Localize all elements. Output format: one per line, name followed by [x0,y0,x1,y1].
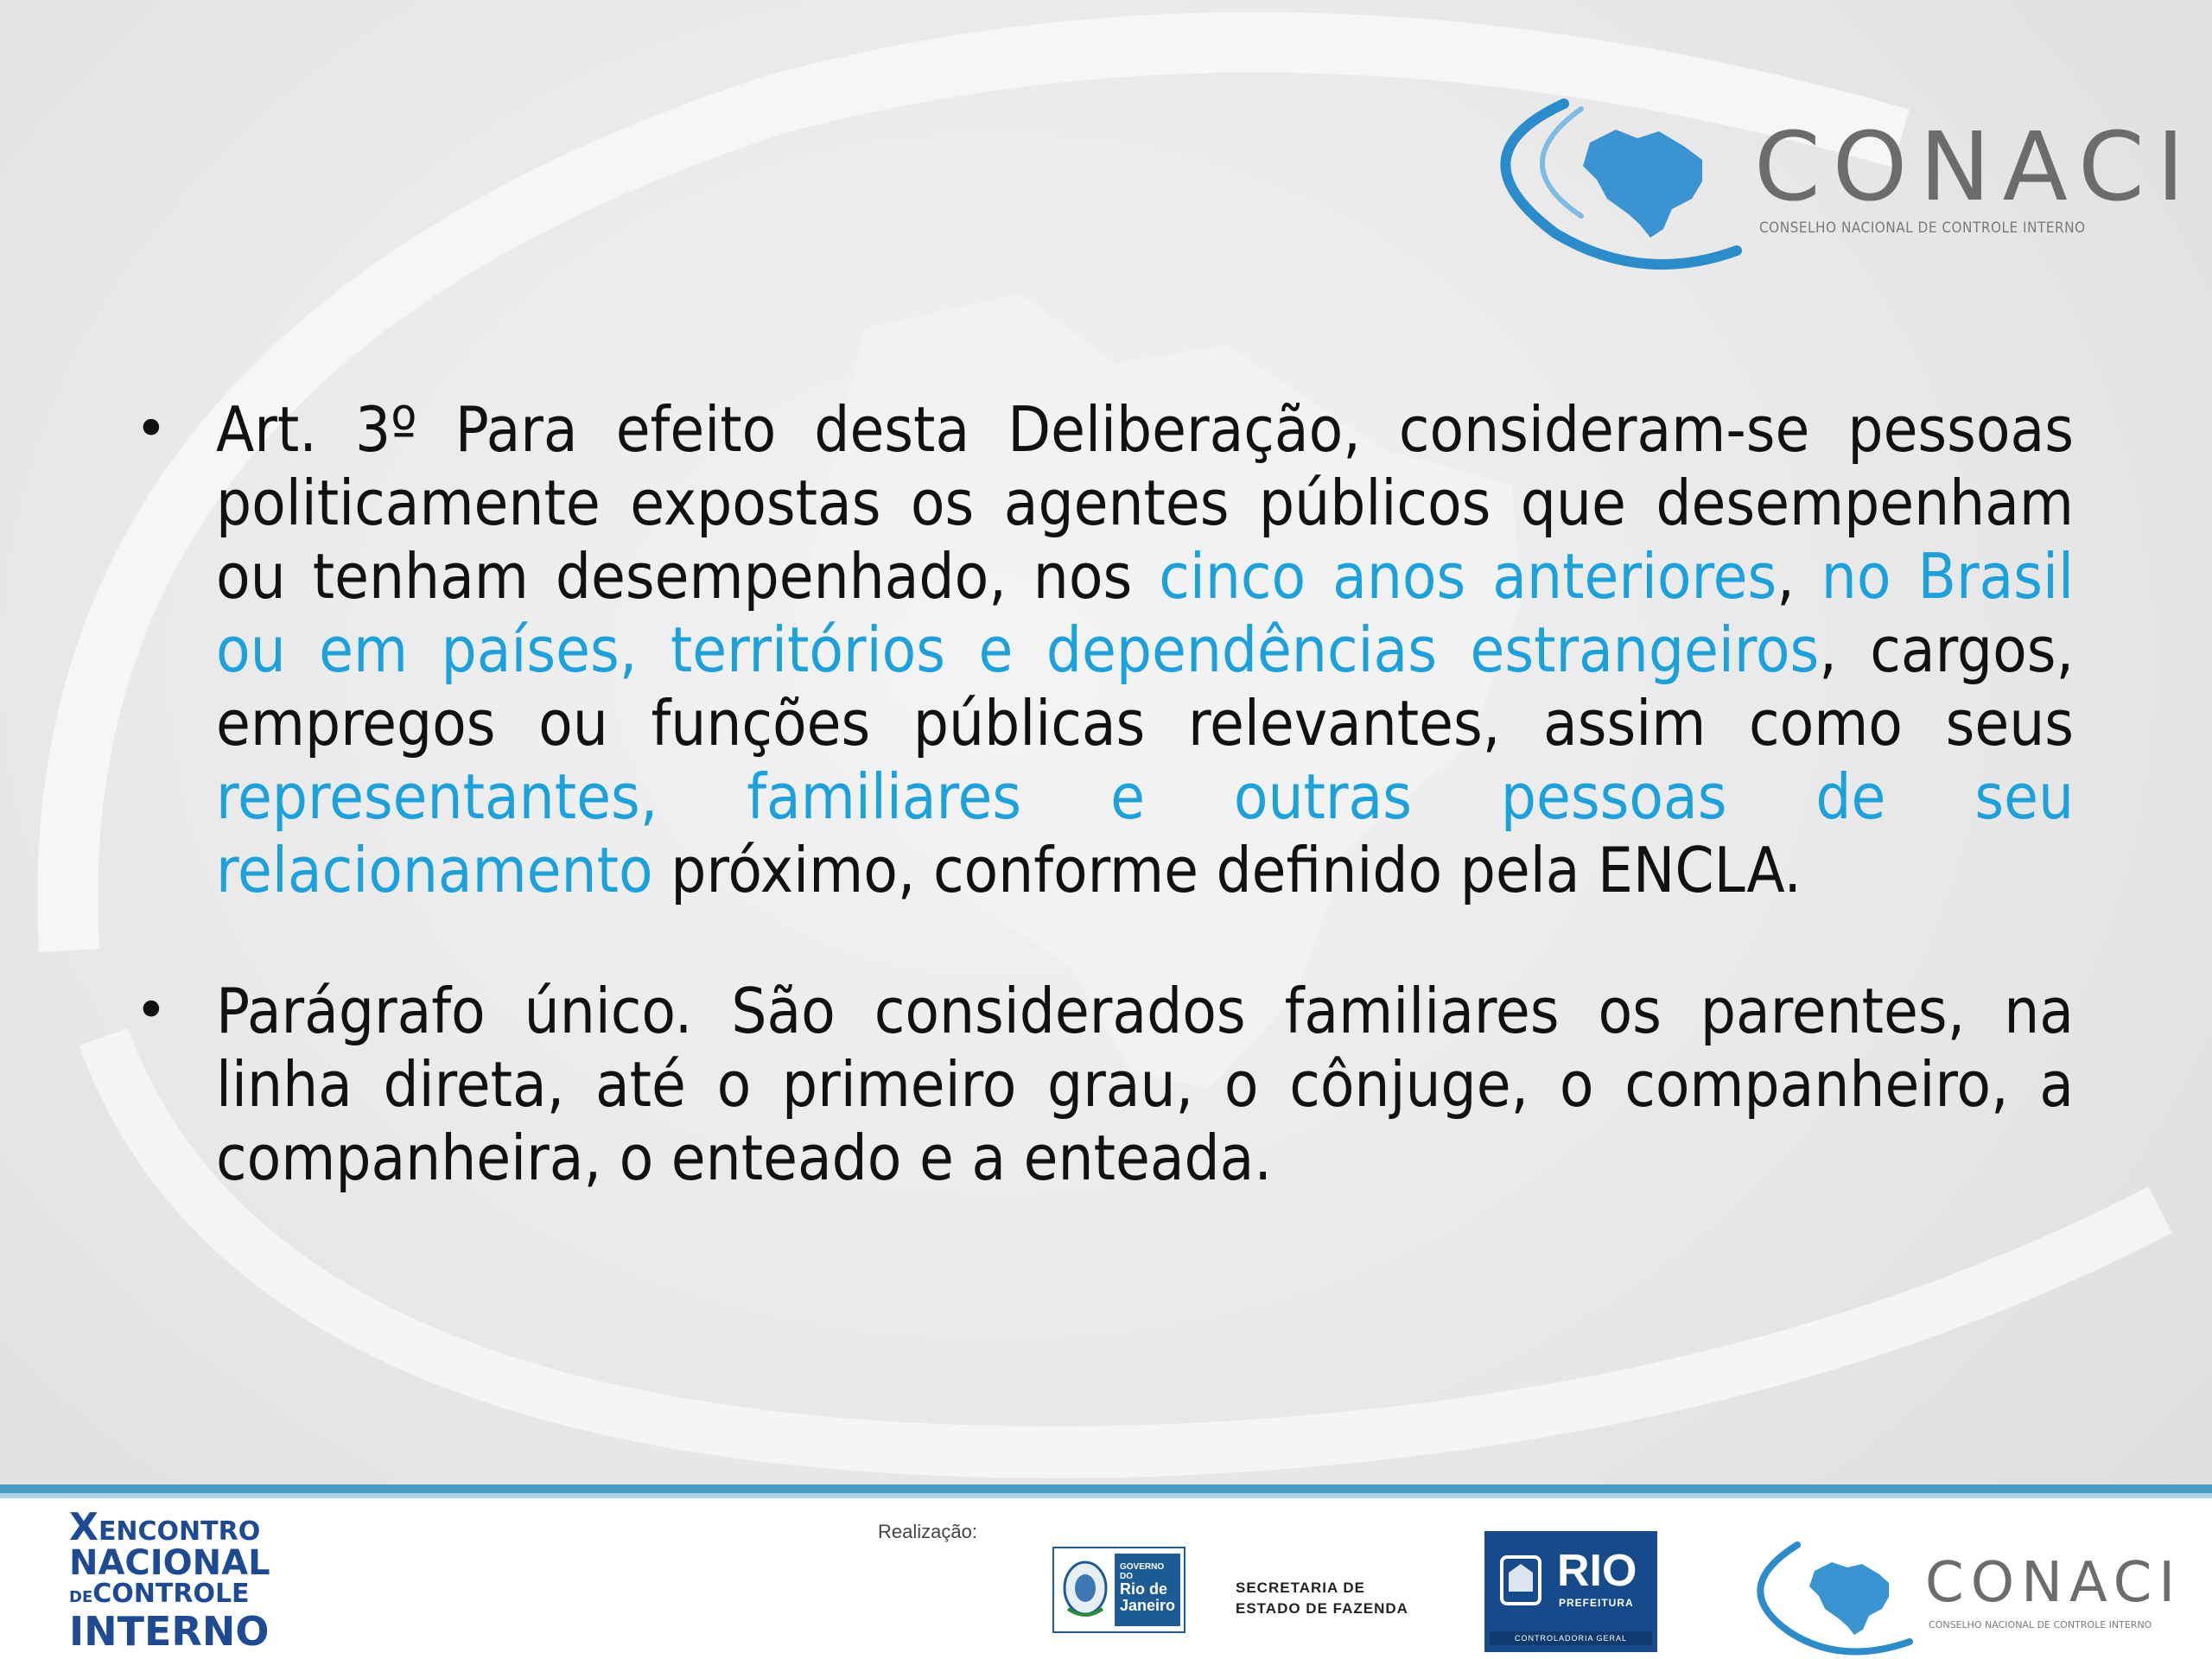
rio-prefeitura-logo [1484,1531,1657,1652]
encontro-line1: ENCONTRO [98,1516,261,1547]
sefaz-line2: ESTADO DE FAZENDA [1236,1600,1408,1617]
bullet-paragraph [216,975,2074,1195]
gov-name-line1: Rio de [1120,1580,1168,1598]
body-text: , [1777,540,1821,613]
conaci-footer-wordmark: CONACI [1925,1551,2183,1615]
conaci-footer-subtitle: CONSELHO NACIONAL DE CONTROLE INTERNO [1929,1619,2152,1630]
rio-emblem-icon [1495,1547,1547,1616]
bullet-item [130,393,2074,907]
encontro-de: DE [69,1588,93,1606]
conaci-logo-subtitle: CONSELHO NACIONAL DE CONTROLE INTERNO [1759,219,2086,237]
encontro-line2: NACIONAL [69,1543,270,1583]
rio-bottom-label: CONTROLADORIA GERAL [1490,1631,1652,1645]
footer-band [0,1484,2212,1493]
highlighted-text: representantes, familiares e outras pessoas de seu relacionamento [216,760,2074,906]
encontro-line4: INTERNO [69,1608,270,1655]
encontro-line3: CONTROLE [92,1579,250,1609]
encontro-logo [69,1505,270,1655]
body-text: , cargos, empregos ou funções públicas relevantes, assim como seus [216,613,2075,760]
bullet-marker: • [135,979,168,1043]
highlighted-text: no Brasil ou em países, territórios e dependências estrangeiros [216,540,2074,686]
slide-body [130,393,2074,1195]
rio-wordmark: RIO [1557,1546,1637,1596]
conaci-logo-wordmark: CONACI [1754,111,2197,222]
rio-sub: PREFEITURA [1559,1597,1634,1609]
sefaz-line1: SECRETARIA DE [1236,1580,1365,1596]
bullet-marker: • [135,397,168,461]
encontro-x: X [69,1505,99,1549]
rj-coat-of-arms-icon [1061,1557,1109,1621]
highlighted-text: cinco anos anteriores [1159,540,1777,613]
sefaz-label [1236,1578,1408,1619]
body-text: Art. 3º Para efeito desta Deliberação, consideram-se pessoas politicamente expostas os agentes públicos que desempenham ou tenham desempenhado, nos [216,393,2074,613]
bullet-paragraph [216,393,2074,907]
realizacao-label: Realização: [878,1521,977,1542]
body-text: próximo, conforme definido pela ENCLA. [652,834,1802,906]
governo-rj-logo [1052,1547,1185,1633]
body-text: Parágrafo único. São considerados familiares os parentes, na linha direta, até o primeiro grau, o cônjuge, o companheiro, a companheira, o enteado e a enteada. [216,975,2074,1194]
gov-small-label: GOVERNO DO [1120,1562,1165,1581]
gov-name-line2: Janeiro [1120,1597,1176,1614]
bullet-item [130,975,2074,1195]
